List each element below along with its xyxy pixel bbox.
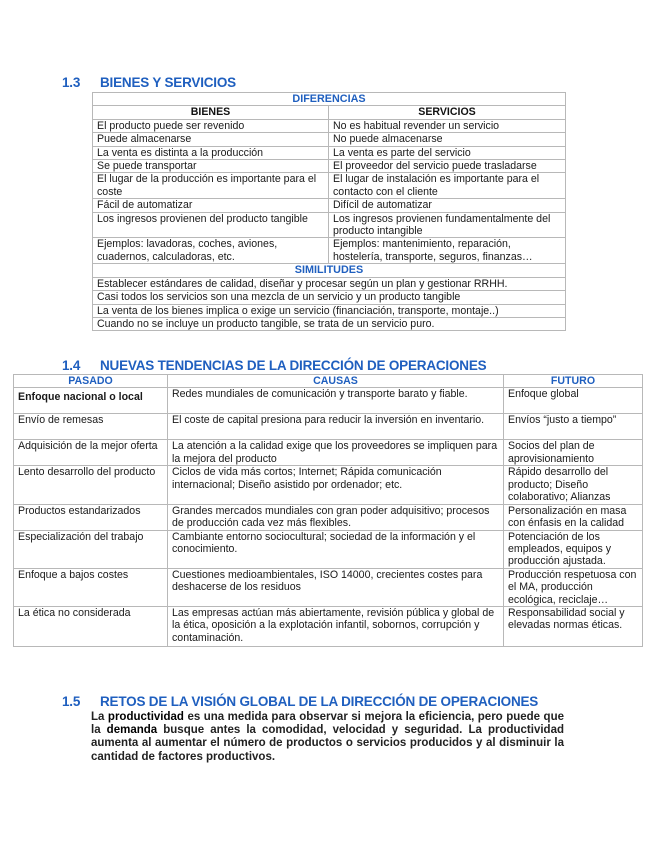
futuro-cell: Envíos “justo a tiempo” bbox=[504, 414, 643, 440]
section-number: 1.3 bbox=[62, 75, 81, 90]
similitud-row bbox=[93, 304, 566, 317]
section-title: NUEVAS TENDENCIAS DE LA DIRECCIÓN DE OPERACIONES bbox=[100, 358, 487, 373]
table-row bbox=[14, 466, 643, 504]
servicios-cell: No puede almacenarse bbox=[329, 133, 566, 146]
servicios-cell: El lugar de instalación es importante para el contacto con el cliente bbox=[329, 173, 566, 199]
col-servicios: SERVICIOS bbox=[329, 106, 566, 119]
bienes-cell: La venta es distinta a la producción bbox=[93, 146, 329, 159]
futuro-cell: Responsabilidad social y elevadas normas éticas. bbox=[504, 607, 643, 647]
col-causas: CAUSAS bbox=[168, 375, 504, 388]
bienes-cell: Ejemplos: lavadoras, coches, aviones, cuadernos, calculadoras, etc. bbox=[93, 238, 329, 264]
servicios-cell: Ejemplos: mantenimiento, reparación, hostelería, transporte, seguros, finanzas… bbox=[329, 238, 566, 264]
paragraph-text: La bbox=[91, 711, 108, 723]
similitudes-label: SIMILITUDES bbox=[93, 264, 566, 277]
table-row bbox=[93, 238, 566, 264]
causas-cell: Grandes mercados mundiales con gran poder adquisitivo; procesos de producción cada vez más flexibles. bbox=[168, 504, 504, 530]
demanda-term: demanda bbox=[106, 724, 158, 737]
similitud-row bbox=[93, 291, 566, 304]
section-title: RETOS DE LA VISIÓN GLOBAL DE LA DIRECCIÓN DE OPERACIONES bbox=[100, 694, 539, 709]
diferencias-label: DIFERENCIAS bbox=[93, 93, 566, 106]
futuro-cell: Potenciación de los empleados, equipos y producción ajustada. bbox=[504, 530, 643, 568]
servicios-cell: La venta es parte del servicio bbox=[329, 146, 566, 159]
similitud-row bbox=[93, 277, 566, 290]
table-row bbox=[14, 607, 643, 647]
similitud-cell: Establecer estándares de calidad, diseñar y procesar según un plan y gestionar RRHH. bbox=[93, 277, 566, 290]
table-row bbox=[93, 199, 566, 212]
bienes-cell: El lugar de la producción es importante para el coste bbox=[93, 173, 329, 199]
futuro-cell: Rápido desarrollo del producto; Diseño colaborativo; Alianzas bbox=[504, 466, 643, 504]
section-1-3-heading bbox=[62, 75, 236, 90]
column-header-row bbox=[93, 106, 566, 119]
table-row bbox=[93, 160, 566, 173]
table-row bbox=[93, 212, 566, 238]
causas-cell: Cuestiones medioambientales, ISO 14000, crecientes costes para deshacerse de los residuos bbox=[168, 568, 504, 606]
table-row bbox=[14, 440, 643, 466]
pasado-cell: Enfoque nacional o local bbox=[14, 388, 168, 414]
futuro-cell: Socios del plan de aprovisionamiento bbox=[504, 440, 643, 466]
causas-cell: La atención a la calidad exige que los proveedores se impliquen para la mejora del producto bbox=[168, 440, 504, 466]
productividad-term: productividad bbox=[107, 711, 184, 723]
pasado-cell: Adquisición de la mejor oferta bbox=[14, 440, 168, 466]
bienes-cell: Los ingresos provienen del producto tangible bbox=[93, 212, 329, 238]
similitudes-band-row bbox=[93, 264, 566, 277]
causas-cell: Cambiante entorno sociocultural; sociedad de la información y el conocimiento. bbox=[168, 530, 504, 568]
servicios-cell: El proveedor del servicio puede trasladarse bbox=[329, 160, 566, 173]
table-row bbox=[93, 146, 566, 159]
table-row bbox=[14, 388, 643, 414]
similitud-cell: Casi todos los servicios son una mezcla de un servicio y un producto tangible bbox=[93, 291, 566, 304]
col-futuro: FUTURO bbox=[504, 375, 643, 388]
pasado-cell: Lento desarrollo del producto bbox=[14, 466, 168, 504]
bienes-cell: Puede almacenarse bbox=[93, 133, 329, 146]
causas-cell: Las empresas actúan más abiertamente, revisión pública y global de la ética, oposición a la explotación infantil, sobornos, corrupción y contaminación. bbox=[168, 607, 504, 647]
diferencias-band-row bbox=[93, 93, 566, 106]
paragraph-text: es una medida para observar si mejora la eficiencia, pero puede que la bbox=[91, 711, 564, 737]
section-1-5-heading bbox=[62, 694, 538, 709]
table-row bbox=[93, 173, 566, 199]
pasado-cell: Productos estandarizados bbox=[14, 504, 168, 530]
column-header-row bbox=[14, 375, 643, 388]
servicios-cell: No es habitual revender un servicio bbox=[329, 119, 566, 132]
pasado-cell: Especialización del trabajo bbox=[14, 530, 168, 568]
col-pasado: PASADO bbox=[14, 375, 168, 388]
similitud-cell: Cuando no se incluye un producto tangible, se trata de un servicio puro. bbox=[93, 317, 566, 330]
futuro-cell: Producción respetuosa con el MA, producción ecológica, reciclaje… bbox=[504, 568, 643, 606]
table-row bbox=[14, 530, 643, 568]
table-row bbox=[93, 133, 566, 146]
table-row bbox=[14, 414, 643, 440]
pasado-cell: Envío de remesas bbox=[14, 414, 168, 440]
table-row bbox=[14, 504, 643, 530]
table-row bbox=[93, 119, 566, 132]
servicios-cell: Difícil de automatizar bbox=[329, 199, 566, 212]
col-bienes: BIENES bbox=[93, 106, 329, 119]
futuro-cell: Personalización en masa con énfasis en la calidad bbox=[504, 504, 643, 530]
table-row bbox=[14, 568, 643, 606]
bienes-servicios-table bbox=[92, 92, 566, 331]
section-title: BIENES Y SERVICIOS bbox=[100, 75, 236, 90]
bienes-cell: Se puede transportar bbox=[93, 160, 329, 173]
pasado-cell: Enfoque a bajos costes bbox=[14, 568, 168, 606]
futuro-cell: Enfoque global bbox=[504, 388, 643, 414]
tendencias-table bbox=[13, 374, 643, 647]
causas-cell: Ciclos de vida más cortos; Internet; Rápida comunicación internacional; Diseño asistido por ordenador; etc. bbox=[168, 466, 504, 504]
section-number: 1.4 bbox=[62, 358, 81, 373]
bienes-cell: El producto puede ser revenido bbox=[93, 119, 329, 132]
bienes-cell: Fácil de automatizar bbox=[93, 199, 329, 212]
section-number: 1.5 bbox=[62, 694, 81, 709]
causas-cell: Redes mundiales de comunicación y transporte barato y fiable. bbox=[168, 388, 504, 414]
causas-cell: El coste de capital presiona para reducir la inversión en inventario. bbox=[168, 414, 504, 440]
similitud-row bbox=[93, 317, 566, 330]
similitud-cell: La venta de los bienes implica o exige un servicio (financiación, transporte, montaje..) bbox=[93, 304, 566, 317]
servicios-cell: Los ingresos provienen fundamentalmente del producto intangible bbox=[329, 212, 566, 238]
section-1-4-heading bbox=[62, 358, 486, 373]
pasado-cell: La ética no considerada bbox=[14, 607, 168, 647]
paragraph-text: busque antes la comodidad, velocidad y seguridad. La productividad aumenta al aumentar el número de productos o servicios producidos y al disminuir la cantidad de factores productivos. bbox=[91, 724, 564, 763]
section-1-5-paragraph bbox=[91, 711, 564, 764]
